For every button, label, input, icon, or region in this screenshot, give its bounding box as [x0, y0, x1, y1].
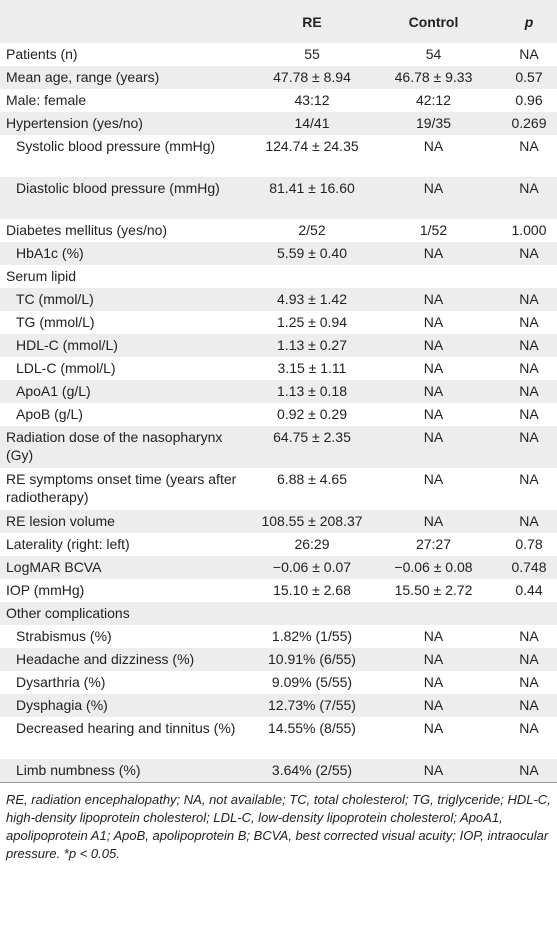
row-label: Headache and dizziness (%)	[16, 651, 195, 667]
table-row	[0, 648, 557, 671]
re-value: 64.75 ± 2.35	[273, 429, 351, 445]
row-label: Laterality (right: left)	[6, 536, 130, 552]
re-value: 124.74 ± 24.35	[265, 138, 359, 154]
table-row	[0, 579, 557, 602]
control-value: 27:27	[415, 536, 452, 552]
control-value: NA	[423, 471, 444, 487]
p-value: NA	[519, 697, 539, 713]
re-value: 26:29	[294, 536, 330, 552]
re-value: 9.09% (5/55)	[271, 674, 353, 690]
row-label: ApoB (g/L)	[16, 406, 83, 422]
p-value: 0.78	[515, 536, 543, 552]
p-value: NA	[519, 291, 539, 307]
p-value	[491, 602, 557, 625]
control-value: NA	[423, 383, 444, 399]
re-value: 14/41	[294, 115, 330, 131]
p-value: NA	[519, 46, 539, 62]
control-value: 46.78 ± 9.33	[394, 69, 473, 85]
re-value: 6.88 ± 4.65	[277, 471, 347, 487]
re-value: 2/52	[298, 222, 326, 238]
re-value: 81.41 ± 16.60	[269, 180, 355, 196]
p-value: NA	[519, 471, 539, 487]
table-body	[0, 43, 557, 782]
control-value: NA	[423, 651, 444, 667]
re-value: 1.13 ± 0.27	[277, 337, 347, 353]
row-label: HbA1c (%)	[16, 245, 84, 261]
row-label: Systolic blood pressure (mmHg)	[16, 138, 216, 154]
table-row	[0, 112, 557, 135]
table-row	[0, 625, 557, 648]
control-value: NA	[423, 360, 444, 376]
row-label: RE lesion volume	[6, 513, 115, 529]
control-value: NA	[423, 674, 444, 690]
p-value: 0.57	[515, 69, 543, 85]
row-label: Male: female	[6, 92, 87, 108]
p-value: NA	[519, 245, 539, 261]
control-value: NA	[423, 628, 444, 644]
p-value: 1.000	[511, 222, 547, 238]
control-value: NA	[423, 245, 444, 261]
table-row	[0, 671, 557, 694]
re-value: 3.15 ± 1.11	[277, 360, 347, 376]
table-row	[0, 717, 557, 759]
control-value: NA	[423, 720, 444, 736]
p-value: NA	[519, 406, 539, 422]
re-value: 15.10 ± 2.68	[273, 582, 351, 598]
table-row	[0, 43, 557, 66]
table-row	[0, 357, 557, 380]
table-header	[0, 0, 557, 43]
re-value: 1.25 ± 0.94	[277, 314, 347, 330]
control-value: NA	[423, 138, 444, 154]
p-value: NA	[519, 674, 539, 690]
header-re: RE	[302, 13, 322, 30]
table-row	[0, 66, 557, 89]
table-row	[0, 380, 557, 403]
p-value: 0.269	[511, 115, 547, 131]
p-value: 0.748	[511, 559, 547, 575]
row-label: RE symptoms onset time (years after radiotherapy)	[6, 471, 237, 505]
header-control: Control	[408, 13, 459, 30]
table-row	[0, 288, 557, 311]
table-row	[0, 759, 557, 782]
re-value: 4.93 ± 1.42	[277, 291, 347, 307]
re-value: 3.64% (2/55)	[271, 762, 353, 778]
control-value: NA	[423, 337, 444, 353]
re-value	[248, 265, 376, 288]
p-value: NA	[519, 429, 539, 445]
re-value: 108.55 ± 208.37	[261, 513, 363, 529]
table-row	[0, 510, 557, 533]
row-label: Radiation dose of the nasopharynx (Gy)	[6, 429, 223, 463]
control-value: NA	[423, 513, 444, 529]
table-row	[0, 403, 557, 426]
row-label: Diabetes mellitus (yes/no)	[6, 222, 168, 238]
re-value: 0.92 ± 0.29	[277, 406, 347, 422]
table-row	[0, 89, 557, 112]
p-value: NA	[519, 513, 539, 529]
control-value: NA	[423, 429, 444, 445]
table-row	[0, 556, 557, 579]
table-row	[0, 426, 557, 468]
table-row	[0, 533, 557, 556]
p-value: NA	[519, 314, 539, 330]
p-value: NA	[519, 762, 539, 778]
re-value: 5.59 ± 0.40	[277, 245, 347, 261]
row-label: ApoA1 (g/L)	[16, 383, 91, 399]
control-value: NA	[423, 314, 444, 330]
row-label: Dysarthria (%)	[16, 674, 106, 690]
table-row	[0, 177, 557, 219]
row-label: Decreased hearing and tinnitus (%)	[16, 720, 236, 736]
table-row	[0, 265, 557, 288]
table-row	[0, 694, 557, 717]
header-row	[0, 0, 557, 43]
control-value: −0.06 ± 0.08	[394, 559, 473, 575]
p-value: NA	[519, 360, 539, 376]
row-label: Limb numbness (%)	[16, 762, 141, 778]
control-value: NA	[423, 697, 444, 713]
p-value: NA	[519, 720, 539, 736]
header-p-value: p	[524, 13, 534, 30]
p-value	[491, 265, 557, 288]
table-footnote: RE, radiation encephalopathy; NA, not available; TC, total cholesterol; TG, triglyceride; HDL-C, high-density lipoprotein cholesterol; LDL-C, low-density lipoprotein cholesterol; ApoA1, apolipoprotein A1; ApoB, apolipoprotein B; BCVA, best corrected visual acuity; IOP, intraocular pressure. *p < 0.05.	[6, 792, 551, 861]
re-value: 1.13 ± 0.18	[277, 383, 347, 399]
row-label: LDL-C (mmol/L)	[16, 360, 116, 376]
row-label: Diastolic blood pressure (mmHg)	[16, 180, 220, 196]
p-value: 0.96	[515, 92, 543, 108]
row-label: Serum lipid	[6, 268, 77, 284]
control-value: 15.50 ± 2.72	[394, 582, 473, 598]
table-row	[0, 242, 557, 265]
row-label: LogMAR BCVA	[6, 559, 102, 575]
control-value: 1/52	[419, 222, 448, 238]
row-label: Other complications	[6, 605, 130, 621]
control-value: 19/35	[415, 115, 452, 131]
table-row	[0, 219, 557, 242]
control-value	[376, 602, 491, 625]
p-value: NA	[519, 138, 539, 154]
table-row	[0, 135, 557, 177]
re-value: 1.82% (1/55)	[271, 628, 353, 644]
header-variable	[0, 0, 248, 43]
control-value: NA	[423, 406, 444, 422]
row-label: Mean age, range (years)	[6, 69, 160, 85]
re-value: 47.78 ± 8.94	[273, 69, 351, 85]
table-row	[0, 334, 557, 357]
p-value: NA	[519, 628, 539, 644]
row-label: TG (mmol/L)	[16, 314, 95, 330]
control-value: NA	[423, 762, 444, 778]
row-label: HDL-C (mmol/L)	[16, 337, 118, 353]
re-value: 10.91% (6/55)	[268, 651, 356, 667]
p-value: NA	[519, 651, 539, 667]
re-value: 14.55% (8/55)	[268, 720, 356, 736]
row-label: TC (mmol/L)	[16, 291, 94, 307]
row-label: IOP (mmHg)	[6, 582, 85, 598]
p-value: NA	[519, 383, 539, 399]
row-label: Strabismus (%)	[16, 628, 112, 644]
control-value: NA	[423, 180, 444, 196]
table-row	[0, 602, 557, 625]
p-value: NA	[519, 337, 539, 353]
re-value: 12.73% (7/55)	[268, 697, 356, 713]
re-value: 55	[304, 46, 320, 62]
table-row	[0, 468, 557, 510]
p-value: 0.44	[515, 582, 543, 598]
row-label: Hypertension (yes/no)	[6, 115, 143, 131]
re-value: −0.06 ± 0.07	[272, 559, 352, 575]
control-value	[376, 265, 491, 288]
row-label: Dysphagia (%)	[16, 697, 108, 713]
p-value: NA	[519, 180, 539, 196]
table-row	[0, 311, 557, 334]
row-label: Patients (n)	[6, 46, 78, 62]
control-value: NA	[423, 291, 444, 307]
control-value: 42:12	[415, 92, 452, 108]
re-value: 43:12	[294, 92, 330, 108]
re-value	[248, 602, 376, 625]
control-value: 54	[425, 46, 442, 62]
